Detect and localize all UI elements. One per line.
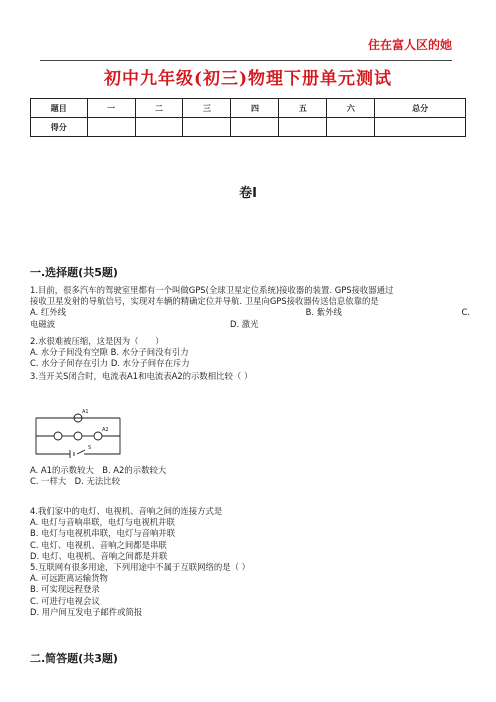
option-a: A. 可远距离运输货物 xyxy=(30,573,108,584)
question-3-options xyxy=(30,465,470,487)
option-d: D. 激光 xyxy=(230,318,259,329)
score-cell: 总分 xyxy=(375,99,466,118)
score-input-cell xyxy=(183,118,231,137)
score-table-score-row xyxy=(31,118,466,137)
option-b: B. 电灯与电视机串联，电灯与音响并联 xyxy=(30,528,176,539)
option-c-text: 电磁波 xyxy=(30,318,56,329)
header-tag: 住在富人区的她 xyxy=(367,38,452,52)
score-cell: 四 xyxy=(231,99,279,118)
option-c: C. 电灯、电视机、音响之间都是串联 xyxy=(30,539,167,550)
question-stem: 5.互联网有很多用途，下列用途中不属于互联网络的是（ ） xyxy=(30,562,251,572)
score-cell: 三 xyxy=(183,99,231,118)
score-cell: 五 xyxy=(279,99,327,118)
option-row: A. 水分子间没有空隙 B. 水分子间没有引力 xyxy=(30,347,189,358)
score-input-cell xyxy=(87,118,135,137)
question-stem: 3.当开关S闭合时，电流表A1和电流表A2的示数相比较（ ） xyxy=(30,371,253,381)
score-input-cell xyxy=(375,118,466,137)
question-1 xyxy=(30,285,470,330)
score-input-cell xyxy=(327,118,375,137)
score-input-cell xyxy=(231,118,279,137)
question-2 xyxy=(30,336,470,370)
question-5 xyxy=(30,562,470,618)
score-cell: 得分 xyxy=(31,118,88,137)
question-stem: 4.我们家中的电灯、电视机、音响之间的连接方式是 xyxy=(30,506,223,516)
option-c: C. xyxy=(461,307,470,318)
ammeter-label: A1 xyxy=(82,409,89,415)
option-b: B. 紫外线 xyxy=(305,307,342,318)
score-input-cell xyxy=(135,118,183,137)
ammeter-label: A2 xyxy=(102,427,109,433)
option-d: D. 用户间互发电子邮件或简报 xyxy=(30,606,143,617)
score-cell: 题目 xyxy=(31,99,88,118)
score-table-header-row xyxy=(31,99,466,118)
question-stem: 1.目前，很多汽车的驾驶室里都有一个叫做GPS(全球卫星定位系统)接收器的装置. GPS接收器通过 xyxy=(30,285,394,295)
option-c: C. 可进行电视会议 xyxy=(30,595,100,606)
switch-label: S xyxy=(88,445,92,451)
option-b: B. 可实现远程登录 xyxy=(30,584,100,595)
score-cell: 二 xyxy=(135,99,183,118)
bulb-icon xyxy=(54,432,62,440)
question-stem: 接收卫星发射的导航信号，实现对车辆的精确定位并导航. 卫星向GPS接收器传送信息依靠的是 xyxy=(30,296,379,307)
circuit-diagram xyxy=(30,396,126,460)
question-3-stem-block xyxy=(30,371,470,382)
page-title: 初中九年级(初三)物理下册单元测试 xyxy=(103,69,393,89)
score-input-cell xyxy=(279,118,327,137)
option-row xyxy=(30,307,470,318)
score-cell: 一 xyxy=(87,99,135,118)
part-title: 卷I xyxy=(239,186,257,201)
option-a: A. 红外线 xyxy=(30,307,67,318)
option-row: C. 一样大 D. 无法比较 xyxy=(30,476,120,487)
section-heading: 二.简答题(共3题) xyxy=(30,652,118,665)
option-a: A. 电灯与音响串联，电灯与电视机并联 xyxy=(30,517,175,528)
option-row xyxy=(30,319,470,330)
ammeter-icon xyxy=(94,432,102,440)
section-heading: 一.选择题(共5题) xyxy=(30,266,118,279)
header-divider xyxy=(40,60,452,61)
bulb-icon xyxy=(74,432,82,440)
score-cell: 六 xyxy=(327,99,375,118)
question-4 xyxy=(30,506,470,562)
option-row: C. 水分子间存在引力 D. 水分子间存在斥力 xyxy=(30,358,190,369)
score-table xyxy=(30,98,466,137)
option-row: A. A1的示数较大 B. A2的示数较大 xyxy=(30,465,167,475)
switch-icon xyxy=(77,450,85,454)
option-d: D. 电灯、电视机、音响之间都是并联 xyxy=(30,550,168,561)
question-stem: 2.水很难被压缩，这是因为（ ） xyxy=(30,336,164,346)
